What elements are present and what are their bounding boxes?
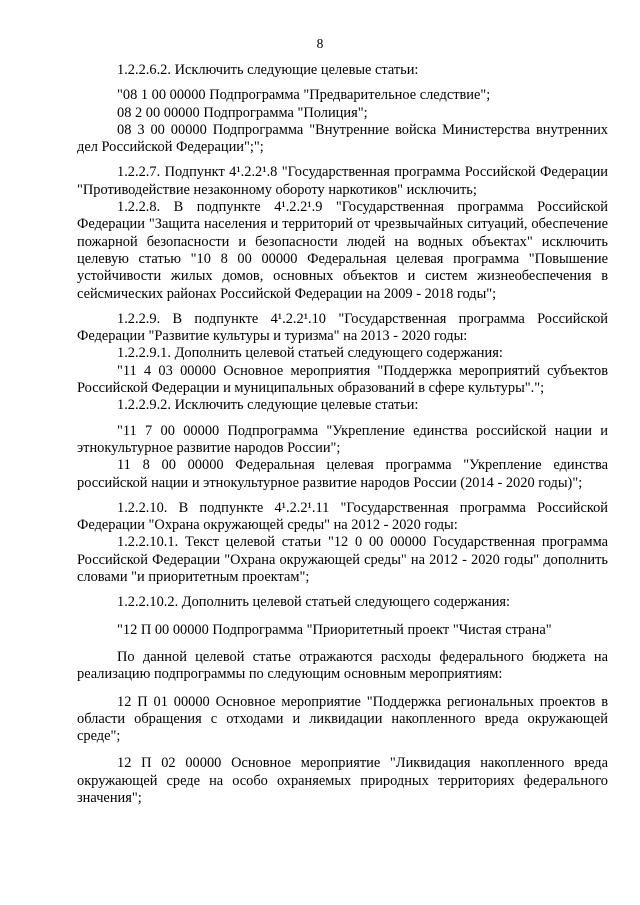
paragraph: 08 2 00 00000 Подпрограмма "Полиция"; bbox=[117, 104, 368, 121]
paragraph: "08 1 00 00000 Подпрограмма "Предварительное следствие"; bbox=[117, 87, 491, 104]
paragraph: 1.2.2.9.1. Дополнить целевой статьей следующего содержания: bbox=[117, 345, 503, 362]
paragraph: 1.2.2.10.2. Дополнить целевой статьей следующего содержания: bbox=[117, 594, 511, 611]
paragraph: 12 П 02 00000 Основное мероприятие "Ликвидация накопленного вреда окружающей среде на особо охраняемых природных территориях федерального значения"; bbox=[77, 755, 608, 806]
paragraph: 1.2.2.7. Подпункт 4¹.2.2¹.8 "Государственная программа Российской Федерации "Противодействие незаконному обороту наркотиков" исключить; bbox=[77, 164, 608, 198]
page-number: 8 bbox=[316, 36, 324, 51]
paragraph: "11 7 00 00000 Подпрограмма "Укрепление единства российской нации и этнокультурное развитие народов России"; bbox=[77, 422, 608, 456]
paragraph: "11 4 03 00000 Основное мероприятия "Поддержка мероприятий субъектов Российской Федерации и муниципальных образований в сфере культуры"."; bbox=[77, 362, 608, 397]
paragraph: 1.2.2.8. В подпункте 4¹.2.2¹.9 "Государственная программа Российской Федерации "Защита населения и территорий от чрезвычайных ситуаций, обеспечение пожарной безопасности и безопасности людей на водных объектах" исключить целевую статью "10 8 00 00000 Федеральная целевая программа "Повышение устойчивости жилых домов, основных объектов и систем жизнеобеспечения в сейсмических районах Российской Федерации на 2009 - 2018 годы"; bbox=[77, 199, 608, 302]
paragraph: 1.2.2.9.2. Исключить следующие целевые статьи: bbox=[117, 397, 419, 414]
paragraph: 12 П 01 00000 Основное мероприятие "Поддержка региональных проектов в области обращения с отходами и ликвидации накопленного вреда окружающей среде"; bbox=[77, 693, 608, 745]
paragraph: 11 8 00 00000 Федеральная целевая программа "Укрепление единства российской нации и этнокультурное развитие народов России (2014 - 2020 годы)"; bbox=[77, 457, 608, 491]
paragraph: 1.2.2.10. В подпункте 4¹.2.2¹.11 "Государственная программа Российской Федерации "Охрана окружающей среды" на 2012 - 2020 годы: bbox=[77, 499, 608, 534]
paragraph: По данной целевой статье отражаются расходы федерального бюджета на реализацию подпрограммы по следующим основным мероприятиям: bbox=[77, 648, 608, 683]
paragraph: 1.2.2.6.2. Исключить следующие целевые статьи: bbox=[117, 62, 419, 78]
paragraph: 1.2.2.10.1. Текст целевой статьи "12 0 00 00000 Государственная программа Российской Федерации "Охрана окружающей среды" на 2012 - 2020 годы" дополнить словами "и приоритетным проектам"; bbox=[77, 534, 608, 586]
paragraph: 1.2.2.9. В подпункте 4¹.2.2¹.10 "Государственная программа Российской Федерации "Развитие культуры и туризма" на 2013 - 2020 годы: bbox=[77, 310, 608, 345]
paragraph: 08 3 00 00000 Подпрограмма "Внутренние войска Министерства внутренних дел Российской Федерации";"; bbox=[77, 121, 608, 156]
document-body bbox=[77, 62, 608, 807]
paragraph: "12 П 00 00000 Подпрограмма "Приоритетный проект "Чистая страна" bbox=[117, 621, 552, 638]
